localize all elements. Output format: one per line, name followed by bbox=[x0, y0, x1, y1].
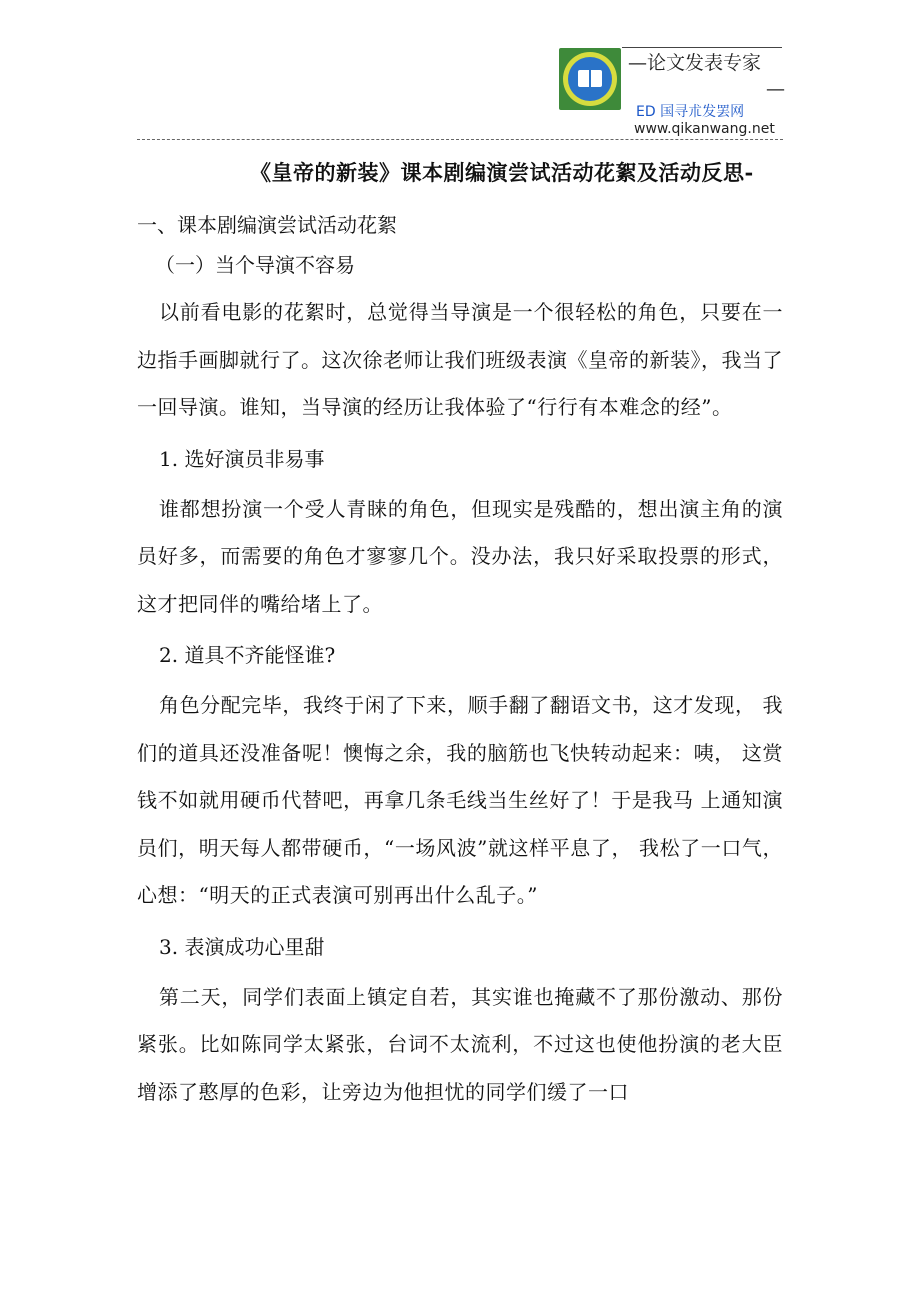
header-dash: — bbox=[766, 78, 785, 100]
paragraph-1: 以前看电影的花絮时，总觉得当导演是一个很轻松的角色，只要在一边指手画脚就行了。这次徐老师让我们班级表演《皇帝的新装》，我当了一回导演。谁知，当导演的经历让我体验了“行行有本难念的经”。 bbox=[137, 300, 783, 419]
item-heading-1: 1. 选好演员非易事 bbox=[159, 446, 325, 471]
header-top-rule bbox=[622, 47, 782, 48]
page-header bbox=[0, 0, 920, 145]
book-globe-logo-icon bbox=[559, 48, 621, 110]
paragraph-3: 角色分配完毕，我终于闲了下来，顺手翻了翻语文书，这才发现， 我们的道具还没准备呢！懊悔之余，我的脑筋也飞快转动起来：咦， 这赏钱不如就用硬币代替吧，再拿几条毛线当生丝好了！于是我马 上通知演员们，明天每人都带硬币，“一场风波”就这样平息了， 我松了一口气，心想：“明天的正式表演可别再出什么乱子。” bbox=[137, 693, 783, 907]
item-heading-2: 2. 道具不齐能怪谁? bbox=[159, 643, 336, 667]
section-heading: 一、课本剧编演尝试活动花絮 bbox=[137, 213, 397, 237]
header-slogan: —论文发表专家 bbox=[628, 52, 762, 74]
item-heading-3: 3. 表演成功心里甜 bbox=[159, 934, 325, 959]
subsection-heading: （一）当个导演不容易 bbox=[155, 253, 355, 277]
paragraph-2: 谁都想扮演一个受人青睐的角色，但现实是残酷的，想出演主角的演员好多，而需要的角色才寥寥几个。没办法，我只好采取投票的形式，这才把同伴的嘴给堵上了。 bbox=[137, 496, 783, 616]
header-website[interactable]: www.qikanwang.net bbox=[634, 121, 775, 137]
document-title: 《皇帝的新装》课本剧编演尝试活动花絮及活动反思- bbox=[250, 160, 754, 185]
paragraph-4: 第二天，同学们表面上镇定自若，其实谁也掩藏不了那份激动、那份紧张。比如陈同学太紧张，台词不太流利，不过这也使他扮演的老大臣增添了憨厚的色彩，让旁边为他担忧的同学们缓了一口 bbox=[137, 984, 783, 1104]
document-body bbox=[137, 205, 787, 1116]
header-brand: ED 国寻朮发罢网 bbox=[636, 104, 745, 120]
header-divider bbox=[137, 139, 783, 140]
